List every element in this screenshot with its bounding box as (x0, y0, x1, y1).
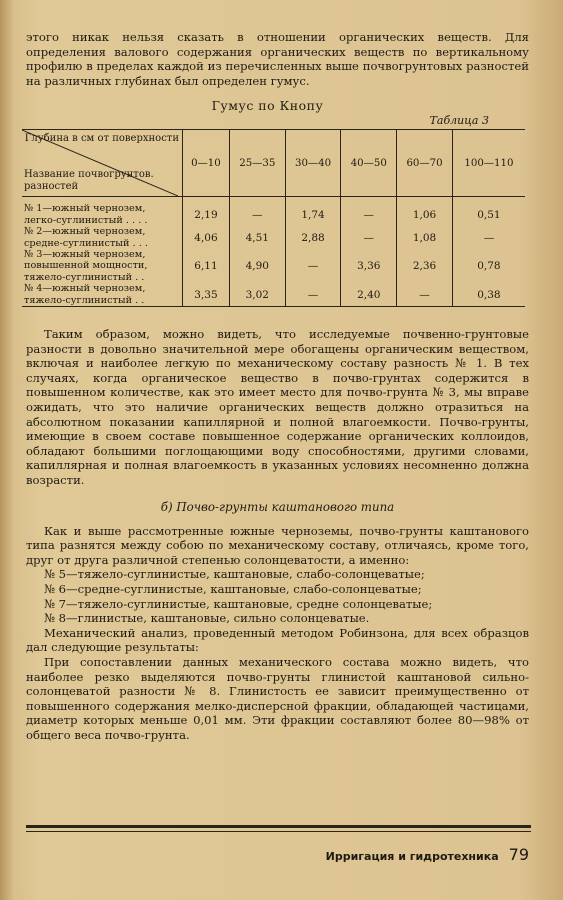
table-cell: 6,11 (183, 249, 230, 283)
soil-name: № 4—южный чернозем, тяжело-суглинистый . . (24, 283, 146, 306)
middle-paragraph: Таким образом, можно видеть, что исследуемые почвенно-грунтовые разности в довольно значительной мере обогащены органическим веществом, включая и наиболее легкую по механическому составу разность № 1. В тех случаях, когда органическое вещество в почво-грунтах содержится в повышенном количестве, как это имеет место для почво-грунта № 3, мы вправе ожидать, что это наличие органических веществ должно отразиться на абсолютном показании капиллярной и полной влагоемкости. Почво-грунты, имеющие в своем составе повышенное содержание органических коллоидов, обладают большими поглощающими воду способностями, другими словами, капиллярная и полная влагоемкость в указанных условиях несомненно должна возрасти. (26, 327, 529, 487)
top-paragraph: этого никак нельзя сказать в отношении органических веществ. Для определения валового содержания органических веществ по вертикальному профилю в пределах каждой из перечисленных выше почвогрунтовых разностей на различных глубинах был определен гумус. (26, 30, 529, 88)
table-row (22, 283, 525, 306)
table-cell: — (397, 283, 453, 306)
table-row (22, 249, 525, 283)
table-cell: 3,35 (183, 283, 230, 306)
table-cell: 1,06 (397, 197, 453, 226)
soil-name: № 2—южный чернозем, средне-суглинистый . . . (24, 226, 148, 249)
table-cell: 0,78 (452, 249, 525, 283)
table-cell: 1,08 (397, 226, 453, 249)
page-footer (326, 845, 529, 864)
list-item: № 8—глинистые, каштановые, сильно солонцеватые. (44, 611, 370, 626)
soil-name: № 3—южный чернозем, повышенной мощности, тяжело-суглинистый . . (24, 249, 148, 283)
last-paragraph: При сопоставлении данных механического состава можно видеть, что наиболее резко выделяются почво-грунты глинистой каштановой сильно-солонцеватой разности № 8. Глинистость ее зависит преимущественно от повышенного содержания мелко-дисперсной фракции, обладающей частицами, диаметр которых меньше 0,01 мм. Эти фракции составляют более 80—98% от общего веса почво-грунта. (26, 654, 529, 742)
table-cell: 2,88 (285, 226, 341, 249)
table-cell: 1,74 (285, 197, 341, 226)
table-cell: 4,06 (183, 226, 230, 249)
table-header-row (22, 130, 525, 197)
table-cell: — (341, 197, 397, 226)
mech-analysis-paragraph: Механический анализ, проведенный методом Робинзона, для всех образцов дал следующие результаты: (26, 625, 529, 655)
table-title: Гумус по Кнопу (211, 98, 324, 114)
humus-table (22, 129, 525, 307)
header-soil-label: Название почвогрунтов. разностей (24, 169, 154, 193)
table-cell: 4,51 (229, 226, 285, 249)
footer-rule-thin (26, 831, 531, 832)
table-cell: 3,02 (229, 283, 285, 306)
list-item: № 5—тяжело-суглинистые, каштановые, слабо-солонцеватые; (44, 567, 425, 582)
column-header: 0—10 (183, 130, 230, 197)
table-cell: 0,38 (452, 283, 525, 306)
table-cell: — (452, 226, 525, 249)
table-header-diagonal (22, 130, 183, 197)
soil-name: № 1—южный чернозем, легко-суглинистый . . . . (24, 203, 148, 226)
column-header: 40—50 (341, 130, 397, 197)
header-depth-label: Глубина в см от поверхности (24, 133, 179, 145)
table-cell: 0,51 (452, 197, 525, 226)
column-header: 25—35 (229, 130, 285, 197)
footer-rule (26, 825, 531, 828)
table-cell: — (229, 197, 285, 226)
table-cell: — (341, 226, 397, 249)
section-heading: б) Почво-грунты каштанового типа (160, 499, 395, 514)
page-number: 79 (508, 845, 529, 864)
column-header: 30—40 (285, 130, 341, 197)
section-intro-paragraph: Как и выше рассмотренные южные черноземы, почво-грунты каштанового типа разнятся между собою по механическому составу, отличаясь, кроме того, друг от друга различной степенью солонцеватости, а именно: (26, 523, 529, 567)
column-header: 100—110 (452, 130, 525, 197)
table-row (22, 226, 525, 249)
table-cell: 2,19 (183, 197, 230, 226)
table-caption: Таблица 3 (429, 114, 489, 128)
list-item: № 6—средне-суглинистые, каштановые, слабо-солонцеватые; (44, 581, 422, 596)
table-row (22, 197, 525, 226)
journal-title: Ирригация и гидротехника (325, 850, 499, 863)
column-header: 60—70 (397, 130, 453, 197)
table-cell: 4,90 (229, 249, 285, 283)
table-cell: 2,36 (397, 249, 453, 283)
table-cell: — (285, 283, 341, 306)
table-cell: 3,36 (341, 249, 397, 283)
table-cell: — (285, 249, 341, 283)
list-item: № 7—тяжело-суглинистые, каштановые, средне солонцеватые; (44, 596, 433, 611)
table-cell: 2,40 (341, 283, 397, 306)
